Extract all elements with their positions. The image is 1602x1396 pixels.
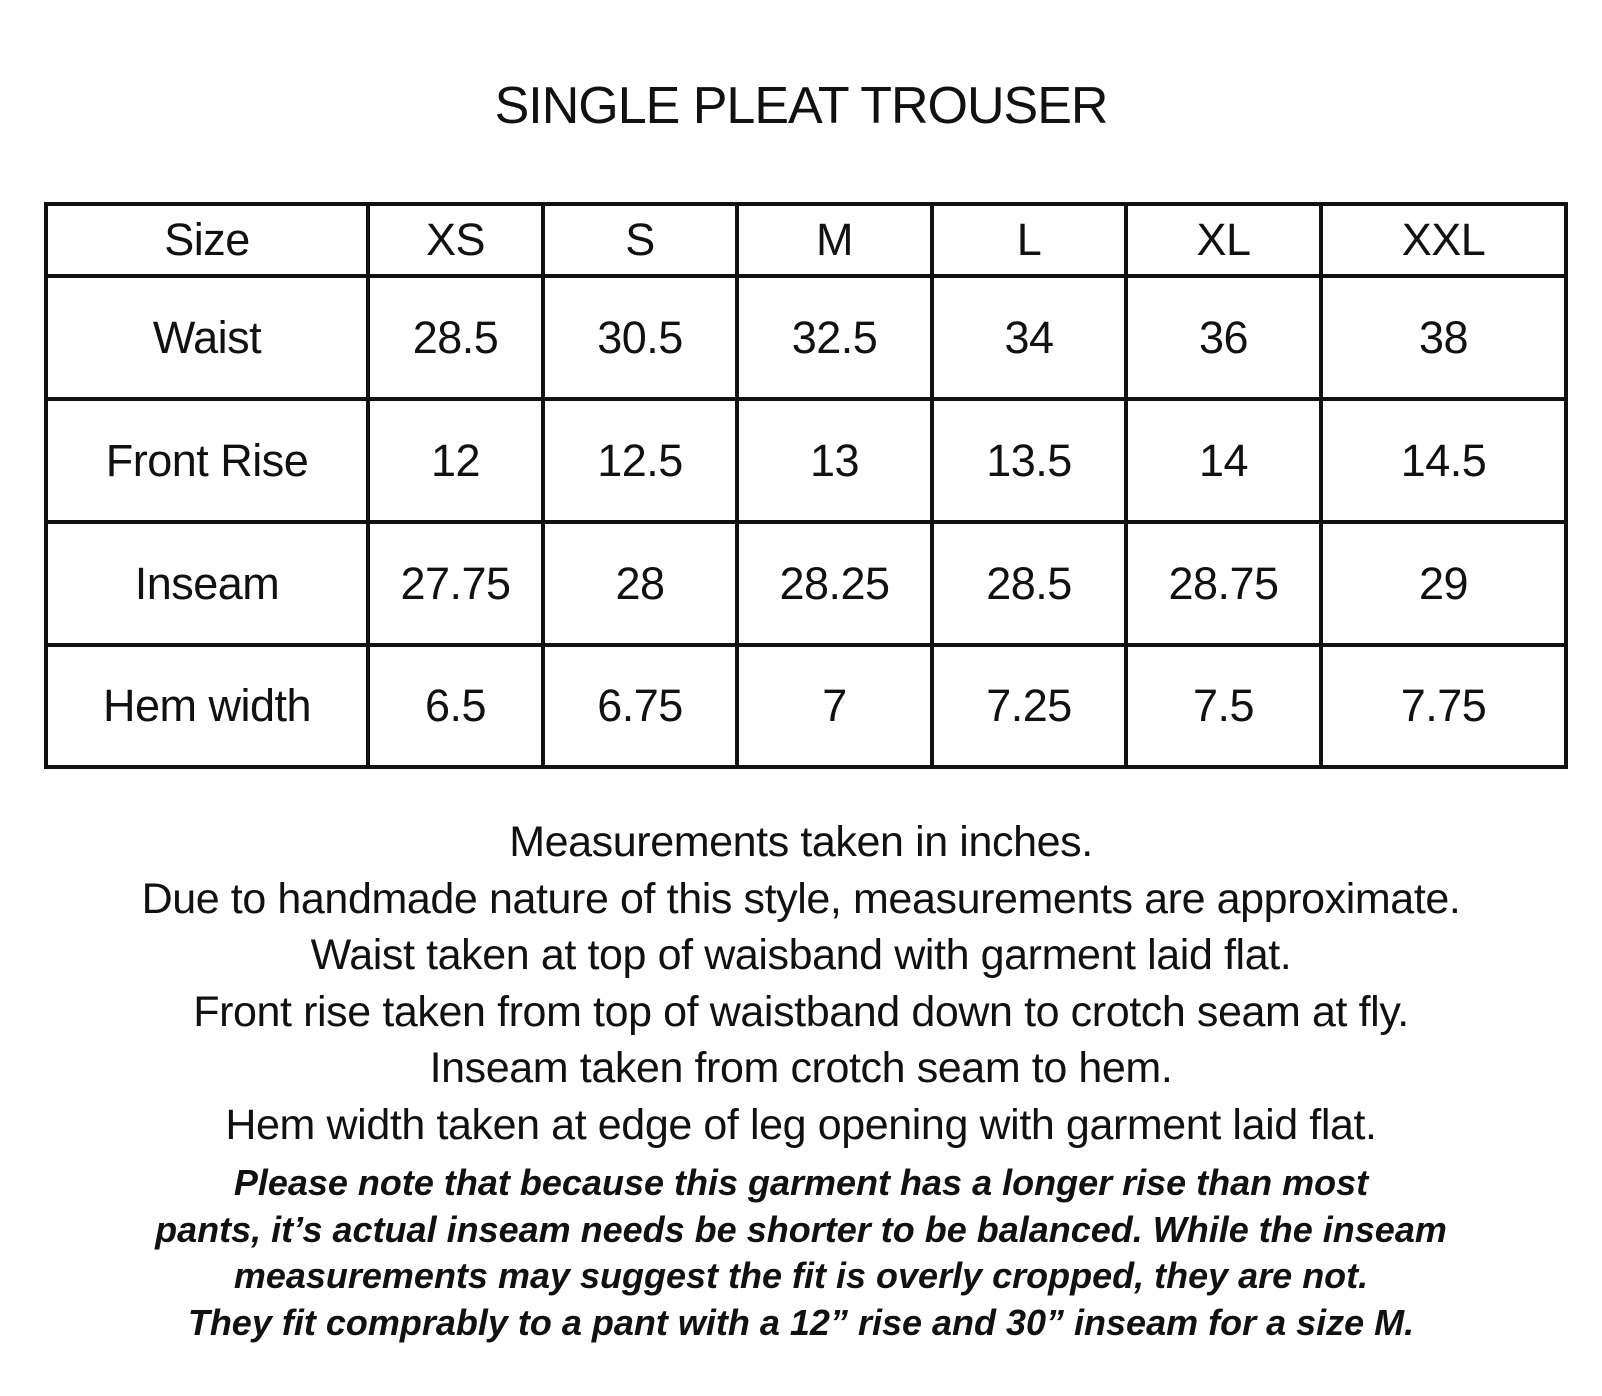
fit-disclaimer: [0, 1160, 1602, 1346]
table-cell: 28.75: [1126, 522, 1321, 645]
fit-note-line: measurements may suggest the fit is overly cropped, they are not.: [233, 1255, 1369, 1296]
table-cell: 6.75: [543, 645, 737, 767]
table-cell: 28.25: [737, 522, 932, 645]
table-cell: 28: [543, 522, 737, 645]
table-cell: 30.5: [543, 276, 737, 399]
table-cell: 27.75: [368, 522, 543, 645]
table-header-row: [46, 204, 1566, 276]
table-row-waist: [46, 276, 1566, 399]
fit-note-line: pants, it’s actual inseam needs be shorter to be balanced. While the inseam: [155, 1208, 1447, 1250]
table-cell: 13.5: [932, 399, 1126, 522]
fit-note-line: They fit comprably to a pant with a 12” rise and 30” inseam for a size M.: [187, 1301, 1415, 1343]
table-cell: 14: [1126, 399, 1321, 522]
note-line: Waist taken at top of waisband with garment laid flat.: [310, 931, 1292, 979]
table-cell: 28.5: [368, 276, 543, 399]
header-cell-xl: XL: [1126, 204, 1321, 276]
table-cell: 7.25: [932, 645, 1126, 767]
table-cell: 7.75: [1321, 645, 1566, 767]
table-cell: 12.5: [543, 399, 737, 522]
header-cell-l: L: [932, 204, 1126, 276]
header-cell-size: Size: [46, 204, 368, 276]
table-cell: 34: [932, 276, 1126, 399]
table-cell: 32.5: [737, 276, 932, 399]
table-cell: 7: [737, 645, 932, 767]
header-cell-xxl: XXL: [1321, 204, 1566, 276]
fit-note-line: Please note that because this garment has a longer rise than most: [233, 1162, 1369, 1203]
table-cell: 14.5: [1321, 399, 1566, 522]
table-cell: 29: [1321, 522, 1566, 645]
note-line: Hem width taken at edge of leg opening with garment laid flat.: [225, 1100, 1377, 1149]
row-label: Waist: [46, 276, 368, 399]
header-cell-s: S: [543, 204, 737, 276]
row-label: Hem width: [46, 645, 368, 767]
header-cell-m: M: [737, 204, 932, 276]
table-row-hem-width: [46, 645, 1566, 767]
row-label: Inseam: [46, 522, 368, 645]
note-line: Due to handmade nature of this style, measurements are approximate.: [141, 874, 1461, 923]
table-cell: 28.5: [932, 522, 1126, 645]
table-cell: 6.5: [368, 645, 543, 767]
size-chart-table: [44, 202, 1568, 769]
row-label: Front Rise: [46, 399, 368, 522]
table-row-inseam: [46, 522, 1566, 645]
table-cell: 12: [368, 399, 543, 522]
header-cell-xs: XS: [368, 204, 543, 276]
table-cell: 36: [1126, 276, 1321, 399]
note-line: Front rise taken from top of waistband down to crotch seam at fly.: [193, 987, 1409, 1036]
note-line: Inseam taken from crotch seam to hem.: [429, 1044, 1173, 1092]
measurement-notes: [0, 814, 1602, 1153]
table-cell: 7.5: [1126, 645, 1321, 767]
table-cell: 38: [1321, 276, 1566, 399]
table-cell: 13: [737, 399, 932, 522]
page-title: SINGLE PLEAT TROUSER: [494, 77, 1108, 135]
note-line: Measurements taken in inches.: [509, 818, 1093, 866]
table-row-front-rise: [46, 399, 1566, 522]
